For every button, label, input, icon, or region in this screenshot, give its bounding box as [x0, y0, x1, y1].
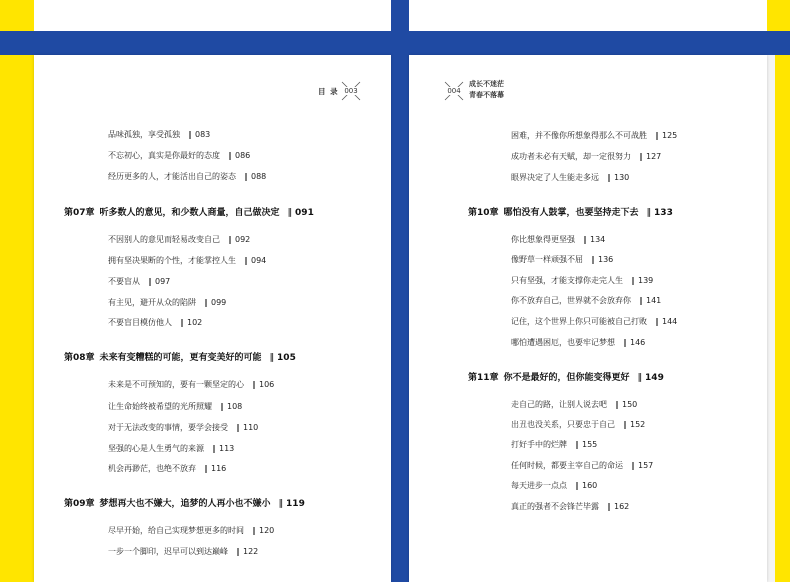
page-number: 004: [447, 87, 461, 95]
toc-entry: 记住，这个世界上你只可能被自己打败‖ 144: [511, 316, 677, 327]
toc-entry: 不要盲目模仿他人‖ 102: [108, 317, 202, 328]
toc-entry: 真正的强者不会锋芒毕露‖ 162: [511, 501, 629, 512]
page-number-badge: [341, 81, 361, 101]
toc-entry: 拥有坚决果断的个性，才能掌控人生‖ 094: [108, 255, 266, 266]
chapter-heading: 第08章 未来有变糟糕的可能，更有变美好的可能‖ 105: [64, 350, 296, 363]
toc-entry: 出丑也没关系，只要忠于自己‖ 152: [511, 419, 645, 430]
toc-entry: 经历更多的人，才能活出自己的姿态‖ 088: [108, 171, 266, 182]
toc-entry: 眼界决定了人生能走多远‖ 130: [511, 172, 629, 183]
toc-entry: 你不放弃自己，世界就不会放弃你‖ 141: [511, 295, 661, 306]
toc-entry: 有主见，避开从众的陷阱‖ 099: [108, 297, 226, 308]
series-title-line1: 成长不迷茫: [469, 80, 504, 88]
toc-entry: 坚强的心是人生勇气的来源‖ 113: [108, 443, 234, 454]
series-title: [469, 79, 504, 101]
toc-entry: 像野草一样顽强不屈‖ 136: [511, 254, 613, 265]
toc-entry: 不因别人的意见而轻易改变自己‖ 092: [108, 234, 250, 245]
toc-entry: 一步一个脚印，迟早可以到达巅峰‖ 122: [108, 546, 258, 557]
toc-entry: 你比想象得更坚强‖ 134: [511, 234, 605, 245]
toc-entry: 让生命始终被希望的光所照耀‖ 108: [108, 401, 242, 412]
previous-page-right: [409, 0, 767, 31]
series-title-line2: 青春不落幕: [469, 91, 504, 99]
chapter-heading: 第09章 梦想再大也不嫌大，追梦的人再小也不嫌小‖ 119: [64, 496, 305, 509]
toc-entry: 机会再渺茫，也绝不放弃‖ 116: [108, 463, 226, 474]
toc-entry: 打好手中的烂牌‖ 155: [511, 439, 597, 450]
toc-entry: 对于无法改变的事情，要学会接受‖ 110: [108, 422, 258, 433]
toc-entry: 品味孤独，享受孤独‖ 083: [108, 129, 210, 140]
toc-entry: 未来是不可预知的，要有一颗坚定的心‖ 106: [108, 379, 274, 390]
toc-entry: 尽早开始，给自己实现梦想更多的时间‖ 120: [108, 525, 274, 536]
toc-entry: 哪怕遭遇困厄，也要牢记梦想‖ 146: [511, 337, 645, 348]
book-spine: [391, 0, 409, 582]
toc-entry: 只有坚强，才能支撑你走完人生‖ 139: [511, 275, 653, 286]
toc-entry: 走自己的路，让别人说去吧‖ 150: [511, 399, 637, 410]
toc-entry: 成功者未必有天赋，却一定很努力‖ 127: [511, 151, 661, 162]
toc-entry: 每天进步一点点‖ 160: [511, 480, 597, 491]
chapter-heading: 第07章 听多数人的意见，和少数人商量，自己做决定‖ 091: [64, 205, 314, 218]
toc-page-right: [409, 55, 767, 582]
page-edge: [767, 55, 775, 582]
toc-entry: 困难，并不像你所想象得那么不可战胜‖ 125: [511, 130, 677, 141]
toc-entry: 不忘初心，真实是你最好的态度‖ 086: [108, 150, 250, 161]
chapter-heading: 第10章 哪怕没有人鼓掌，也要坚持走下去‖ 133: [468, 205, 673, 218]
toc-header-label: 目 录: [318, 87, 339, 96]
page-number: 003: [344, 87, 358, 95]
chapter-heading: 第11章 你不是最好的，但你能变得更好‖ 149: [468, 370, 664, 383]
toc-page-left: [34, 55, 391, 582]
page-number-badge: [444, 81, 464, 101]
previous-page-left: [34, 0, 391, 31]
toc-entry: 任何时候，都要主宰自己的命运‖ 157: [511, 460, 653, 471]
toc-entry: 不要盲从‖ 097: [108, 276, 170, 287]
